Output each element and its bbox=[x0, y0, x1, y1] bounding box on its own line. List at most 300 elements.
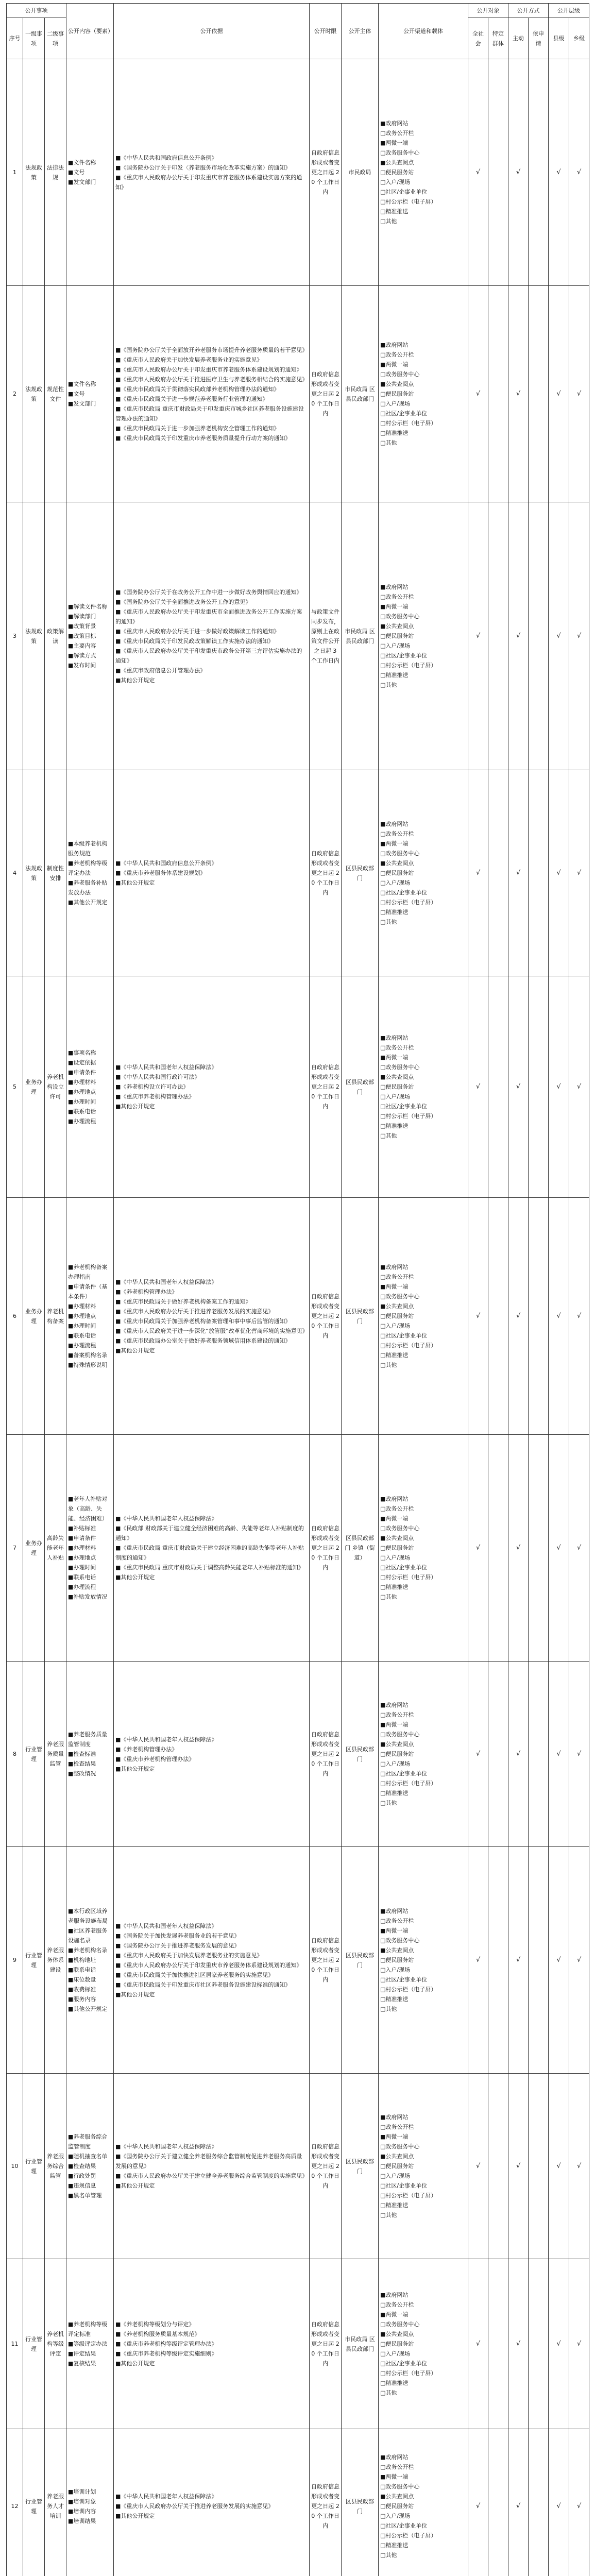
content-line: ■整改情况 bbox=[68, 1770, 96, 1777]
mark-cell: √ bbox=[508, 502, 529, 770]
channel-cell bbox=[379, 1662, 468, 1847]
channel-line: ■政府网站 bbox=[380, 342, 409, 348]
channel-line: □政务服务中心 bbox=[380, 613, 420, 620]
table-row bbox=[7, 286, 589, 502]
mark-cell: √ bbox=[569, 59, 589, 286]
time-cell: 自政府信息形成或者变更之日起 20 个工作日内 bbox=[310, 2259, 342, 2429]
channel-line: □社区/企事业单位 bbox=[380, 1770, 428, 1777]
header-object: 公开对象 bbox=[468, 4, 508, 18]
channel-cell bbox=[379, 286, 468, 502]
channel-line: □社区/企事业单位 bbox=[380, 1976, 428, 1983]
header-method: 公开方式 bbox=[508, 4, 549, 18]
mark-cell bbox=[488, 286, 508, 502]
basis-line: ■《重庆市养老机构等级评定实施细则》 bbox=[115, 2350, 217, 2357]
second-item-cell: 养老服务人才培训 bbox=[45, 2429, 66, 2576]
basis-line: ■《重庆市人民政府办公厅关于印发重庆市政务公开第三方评估实施办法的通知》 bbox=[115, 647, 302, 664]
mark-cell bbox=[488, 2074, 508, 2259]
header-apply: 依申请 bbox=[529, 18, 549, 59]
subject-cell: 区县民政部门 bbox=[342, 2429, 379, 2576]
channel-cell bbox=[379, 2429, 468, 2576]
channel-line: □社区/企事业单位 bbox=[380, 652, 428, 659]
channel-line: □社区/企事业单位 bbox=[380, 1332, 428, 1339]
seq-cell: 9 bbox=[7, 1847, 23, 2074]
channel-line: ■公共查阅点 bbox=[380, 2331, 414, 2337]
content-cell bbox=[66, 1662, 114, 1847]
table-body bbox=[7, 59, 589, 2576]
content-cell bbox=[66, 2429, 114, 2576]
content-line: ■违规信息 bbox=[68, 2182, 96, 2189]
basis-line: ■《重庆市民政局关于印发重庆市社区养老服务设施建设标准的通知》 bbox=[115, 1981, 291, 1988]
basis-line: ■《重庆市人民政府办公厅关于推进养老服务发展的实施意见》 bbox=[115, 2503, 274, 2510]
mark-cell: √ bbox=[468, 2259, 488, 2429]
channel-line: □便民服务站 bbox=[380, 870, 414, 876]
mark-cell bbox=[488, 59, 508, 286]
subject-cell: 区县民政部门 bbox=[342, 2074, 379, 2259]
channel-line: □便民服务站 bbox=[380, 2163, 414, 2170]
channel-line: □政务公开栏 bbox=[380, 2124, 414, 2130]
mark-cell bbox=[488, 1435, 508, 1662]
content-cell bbox=[66, 1198, 114, 1435]
subject-cell: 区县民政部门 bbox=[342, 976, 379, 1198]
basis-line: ■《中华人民共和国政府信息公开条例》 bbox=[115, 154, 217, 161]
mark-cell bbox=[488, 770, 508, 976]
mark-cell bbox=[529, 770, 549, 976]
mark-cell bbox=[529, 1847, 549, 2074]
channel-line: □政务公开栏 bbox=[380, 1505, 414, 1512]
mark-cell: √ bbox=[549, 976, 569, 1198]
channel-line: ■政府网站 bbox=[380, 2292, 409, 2298]
header-county: 县级 bbox=[549, 18, 569, 59]
second-item-cell: 养老服务体系建设 bbox=[45, 1847, 66, 2074]
content-line: ■培训对象 bbox=[68, 2498, 96, 2505]
basis-line: ■《重庆市养老机构管理办法》 bbox=[115, 1093, 195, 1100]
channel-line: □其他 bbox=[380, 1594, 397, 1600]
subject-cell: 市民政局 bbox=[342, 59, 379, 286]
content-line: ■文号 bbox=[68, 169, 85, 176]
mark-cell: √ bbox=[468, 59, 488, 286]
mark-cell: √ bbox=[569, 1847, 589, 2074]
basis-line: ■其他公开规定 bbox=[115, 2360, 155, 2367]
channel-line: □入户/现场 bbox=[380, 2350, 411, 2357]
channel-line: □便民服务站 bbox=[380, 1313, 414, 1319]
content-line: ■复核结果 bbox=[68, 2360, 96, 2367]
basis-line: ■《重庆市人民政府关于加快发展养老服务业的实施意见》 bbox=[115, 1952, 263, 1959]
content-line: ■设定依据 bbox=[68, 1059, 96, 1066]
channel-line: □入户/现场 bbox=[380, 642, 411, 649]
basis-line: ■其他公开规定 bbox=[115, 1574, 155, 1581]
mark-cell bbox=[529, 286, 549, 502]
seq-cell: 11 bbox=[7, 2259, 23, 2429]
mark-cell: √ bbox=[468, 1435, 488, 1662]
basis-line: ■《重庆市人民政府办公厅关于建立健全养老服务综合监管制度的实施意见》 bbox=[115, 2173, 308, 2179]
channel-line: □社区/企事业单位 bbox=[380, 189, 428, 195]
channel-line: □社区/企事业单位 bbox=[380, 2360, 428, 2367]
content-line: ■政策背景 bbox=[68, 623, 96, 630]
seq-cell: 12 bbox=[7, 2429, 23, 2576]
channel-cell bbox=[379, 2259, 468, 2429]
channel-line: □政务服务中心 bbox=[380, 1064, 420, 1071]
header-specific: 特定群体 bbox=[488, 18, 508, 59]
first-item-cell: 行业管理 bbox=[23, 2259, 45, 2429]
content-line: ■培训计划 bbox=[68, 2488, 96, 2495]
content-line: ■办理流程 bbox=[68, 1342, 96, 1349]
basis-line: ■《中华人民共和国老年人权益保障法》 bbox=[115, 1278, 217, 1285]
mark-cell: √ bbox=[508, 2429, 529, 2576]
content-line: ■办理时间 bbox=[68, 1564, 96, 1571]
channel-line: □政务服务中心 bbox=[380, 1293, 420, 1300]
mark-cell: √ bbox=[549, 1435, 569, 1662]
content-line: ■检查结果 bbox=[68, 1760, 96, 1767]
content-line: ■养老机构等级评定办法 bbox=[68, 860, 108, 876]
channel-line: □村公示栏（电子屏） bbox=[380, 2370, 437, 2377]
channel-line: ■政府网站 bbox=[380, 1702, 409, 1708]
channel-line: □社区/企事业单位 bbox=[380, 1564, 428, 1571]
content-line: ■收费标准 bbox=[68, 1986, 96, 1993]
seq-cell: 4 bbox=[7, 770, 23, 976]
first-item-cell: 法规政策 bbox=[23, 59, 45, 286]
mark-cell: √ bbox=[468, 502, 488, 770]
mark-cell bbox=[488, 2429, 508, 2576]
disclosure-standard-table bbox=[6, 3, 589, 2576]
channel-line: □政务公开栏 bbox=[380, 130, 414, 137]
basis-line: ■其他公开规定 bbox=[115, 1765, 155, 1772]
channel-line: □便民服务站 bbox=[380, 169, 414, 176]
channel-line: □入户/现场 bbox=[380, 1967, 411, 1973]
mark-cell: √ bbox=[569, 1662, 589, 1847]
basis-line: ■《中华人民共和国老年人权益保障法》 bbox=[115, 2143, 217, 2150]
basis-cell bbox=[114, 2259, 310, 2429]
mark-cell: √ bbox=[508, 1435, 529, 1662]
content-line: ■黑名单管理 bbox=[68, 2192, 102, 2199]
channel-line: □入户/现场 bbox=[380, 1093, 411, 1100]
basis-line: ■其他公开规定 bbox=[115, 1103, 155, 1110]
basis-cell bbox=[114, 1662, 310, 1847]
mark-cell bbox=[529, 2259, 549, 2429]
mark-cell: √ bbox=[569, 1435, 589, 1662]
table-row bbox=[7, 976, 589, 1198]
content-line: ■文号 bbox=[68, 391, 85, 397]
channel-line: ■公共查阅点 bbox=[380, 623, 414, 630]
channel-line: □政务公开栏 bbox=[380, 2464, 414, 2470]
content-line: ■办理材料 bbox=[68, 1078, 96, 1086]
channel-line: □社区/企事业单位 bbox=[380, 2522, 428, 2529]
content-line: ■养老服务综合监管制度 bbox=[68, 2133, 108, 2150]
mark-cell: √ bbox=[569, 502, 589, 770]
mark-cell: √ bbox=[569, 2259, 589, 2429]
channel-line: ■政府网站 bbox=[380, 584, 409, 590]
subject-cell: 市民政局 区县民政部门 bbox=[342, 286, 379, 502]
channel-line: □村公示栏（电子屏） bbox=[380, 899, 437, 906]
second-item-cell: 法律法规 bbox=[45, 59, 66, 286]
channel-line: □精准推送 bbox=[380, 208, 409, 215]
basis-line: ■《重庆市民政局关于做好养老机构备案工作的通知》 bbox=[115, 1298, 251, 1305]
content-line: ■养老服务质量监管制度 bbox=[68, 1731, 108, 1748]
header-second: 二级事项 bbox=[45, 18, 66, 59]
channel-line: □政务公开栏 bbox=[380, 1711, 414, 1718]
mark-cell: √ bbox=[508, 59, 529, 286]
mark-cell: √ bbox=[508, 2259, 529, 2429]
channel-line: □入户/现场 bbox=[380, 1554, 411, 1561]
channel-line: □便民服务站 bbox=[380, 2503, 414, 2510]
mark-cell: √ bbox=[468, 1662, 488, 1847]
subject-cell: 市民政局 区县民政部门 bbox=[342, 2259, 379, 2429]
channel-line: □精准推送 bbox=[380, 672, 409, 679]
content-line: ■等级评定办法 bbox=[68, 2341, 108, 2347]
basis-line: ■《中华人民共和国老年人权益保障法》 bbox=[115, 1922, 217, 1929]
channel-line: ■政府网站 bbox=[380, 1035, 409, 1041]
content-line: ■申请条件 bbox=[68, 1535, 96, 1541]
basis-line: ■其他公开规定 bbox=[115, 879, 155, 886]
channel-line: □其他 bbox=[380, 2212, 397, 2218]
content-line: ■办理时间 bbox=[68, 1098, 96, 1105]
channel-line: ■两微一端 bbox=[380, 1721, 409, 1728]
channel-line: ■公共查阅点 bbox=[380, 860, 414, 867]
basis-cell bbox=[114, 1198, 310, 1435]
content-cell bbox=[66, 770, 114, 976]
mark-cell bbox=[529, 2429, 549, 2576]
mark-cell bbox=[488, 1847, 508, 2074]
mark-cell: √ bbox=[549, 1198, 569, 1435]
channel-line: □政务公开栏 bbox=[380, 2301, 414, 2308]
content-line: ■本行政区域养老服务设施布局 bbox=[68, 1908, 108, 1924]
header-basis: 公开依据 bbox=[114, 4, 310, 59]
channel-line: □政务服务中心 bbox=[380, 1525, 420, 1532]
first-item-cell: 行业管理 bbox=[23, 2429, 45, 2576]
content-line: ■培训内容 bbox=[68, 2507, 96, 2515]
table-row bbox=[7, 502, 589, 770]
first-item-cell: 法规政策 bbox=[23, 502, 45, 770]
basis-line: ■《重庆市人民政府办公厅关于推进养老服务发展的实施意见》 bbox=[115, 1308, 274, 1315]
basis-line: ■其他公开规定 bbox=[115, 1991, 155, 1998]
time-cell: 自政府信息形成或者变更之日起 20 个工作日内 bbox=[310, 1847, 342, 2074]
first-item-cell: 业务办理 bbox=[23, 1198, 45, 1435]
subject-cell: 区县民政部门 bbox=[342, 1198, 379, 1435]
channel-line: □其他 bbox=[380, 218, 397, 225]
content-line: ■申请条件（基本条件） bbox=[68, 1283, 108, 1300]
content-line: ■主要内容 bbox=[68, 642, 96, 649]
content-line: ■联系电话 bbox=[68, 1108, 96, 1115]
basis-line: ■《重庆市民政局关于加强养老机构备案管理和事中事后监管的通知》 bbox=[115, 1317, 291, 1325]
channel-line: □精准推送 bbox=[380, 2202, 409, 2209]
channel-line: ■公共查阅点 bbox=[380, 1074, 414, 1080]
basis-line: ■《中华人民共和国行政许可法》 bbox=[115, 1074, 200, 1080]
mark-cell: √ bbox=[468, 1198, 488, 1435]
content-line: ■评定结果 bbox=[68, 2350, 96, 2357]
channel-cell bbox=[379, 2074, 468, 2259]
subject-cell: 市民政局 区县民政部门 bbox=[342, 502, 379, 770]
basis-line: ■《养老机构服务质量基本规范》 bbox=[115, 2331, 200, 2337]
mark-cell: √ bbox=[508, 286, 529, 502]
mark-cell: √ bbox=[468, 770, 488, 976]
basis-line: ■《重庆市民政局关于进一步加强养老机构安全管理工作的通知》 bbox=[115, 425, 280, 432]
table-row bbox=[7, 1662, 589, 1847]
channel-line: □村公示栏（电子屏） bbox=[380, 1574, 437, 1581]
basis-line: ■《重庆市人民政府关于加快发展养老服务业的实施意见》 bbox=[115, 356, 263, 363]
table-row bbox=[7, 1435, 589, 1662]
first-item-cell: 法规政策 bbox=[23, 770, 45, 976]
first-item-cell: 行业管理 bbox=[23, 1662, 45, 1847]
content-line: ■补贴发放情况 bbox=[68, 1594, 108, 1600]
content-line: ■其他公开规定 bbox=[68, 899, 108, 906]
subject-cell: 区县民政部门 乡镇（街道） bbox=[342, 1435, 379, 1662]
mark-cell bbox=[488, 1662, 508, 1847]
basis-line: ■《国务院关于加快发展养老服务业的若干意见》 bbox=[115, 1932, 240, 1939]
channel-line: ■政府网站 bbox=[380, 2114, 409, 2121]
content-line: ■养老机构等级评定标准 bbox=[68, 2321, 108, 2337]
content-line: ■行政处罚 bbox=[68, 2173, 96, 2179]
mark-cell: √ bbox=[569, 1198, 589, 1435]
mark-cell bbox=[529, 1435, 549, 1662]
basis-cell bbox=[114, 59, 310, 286]
basis-line: ■《民政部 财政部关于建立健全经济困难的高龄、失能等老年人补贴制度的通知》 bbox=[115, 1525, 304, 1541]
content-line: ■检查标准 bbox=[68, 1751, 96, 1757]
basis-line: ■《重庆市人民政府办公厅关于印发重庆市养老服务体系建设规划的通知》 bbox=[115, 366, 302, 373]
seq-cell: 10 bbox=[7, 2074, 23, 2259]
table-row bbox=[7, 1847, 589, 2074]
basis-line: ■《重庆市养老服务体系建设规划》 bbox=[115, 870, 206, 876]
content-line: ■解读部门 bbox=[68, 613, 96, 620]
basis-cell bbox=[114, 770, 310, 976]
content-cell bbox=[66, 2074, 114, 2259]
channel-line: □村公示栏（电子屏） bbox=[380, 1780, 437, 1787]
channel-line: □便民服务站 bbox=[380, 1751, 414, 1757]
seq-cell: 2 bbox=[7, 286, 23, 502]
basis-cell bbox=[114, 286, 310, 502]
channel-line: □其他 bbox=[380, 2552, 397, 2558]
channel-line: □便民服务站 bbox=[380, 2341, 414, 2347]
time-cell: 自政府信息形成或者变更之日起 20 个工作日内 bbox=[310, 1198, 342, 1435]
header-level: 公开层级 bbox=[549, 4, 589, 18]
channel-line: □政务服务中心 bbox=[380, 1731, 420, 1738]
basis-line: ■其他公开规定 bbox=[115, 1347, 155, 1354]
channel-cell bbox=[379, 1198, 468, 1435]
mark-cell: √ bbox=[549, 1847, 569, 2074]
mark-cell bbox=[529, 2074, 549, 2259]
channel-line: □精准推送 bbox=[380, 430, 409, 436]
content-cell bbox=[66, 286, 114, 502]
channel-line: □入户/现场 bbox=[380, 400, 411, 407]
mark-cell: √ bbox=[508, 2074, 529, 2259]
table-row bbox=[7, 2259, 589, 2429]
basis-line: ■《重庆市民政局 重庆市财政局关于调整高龄失能老年人补贴标准的通知》 bbox=[115, 1564, 304, 1571]
channel-line: □其他 bbox=[380, 919, 397, 925]
content-line: ■办理时间 bbox=[68, 1323, 96, 1329]
time-cell: 自政府信息形成或者变更之日起 20 个工作日内 bbox=[310, 1662, 342, 1847]
channel-line: ■两微一端 bbox=[380, 1054, 409, 1061]
content-line: ■解读方式 bbox=[68, 652, 96, 659]
channel-line: □精准推送 bbox=[380, 1584, 409, 1590]
mark-cell: √ bbox=[549, 1662, 569, 1847]
seq-cell: 1 bbox=[7, 59, 23, 286]
channel-cell bbox=[379, 502, 468, 770]
content-line: ■解读文件名称 bbox=[68, 603, 108, 610]
content-line: ■政策目标 bbox=[68, 633, 96, 639]
first-item-cell: 行业管理 bbox=[23, 2074, 45, 2259]
mark-cell bbox=[529, 1662, 549, 1847]
header-time: 公开时限 bbox=[310, 4, 342, 59]
basis-line: ■《重庆市民政局关于印发重庆市养老服务质量提升行动方案的通知》 bbox=[115, 434, 291, 442]
mark-cell: √ bbox=[549, 286, 569, 502]
channel-line: □政务服务中心 bbox=[380, 2321, 420, 2328]
second-item-cell: 养老机构备案 bbox=[45, 1198, 66, 1435]
basis-line: ■《养老机构管理办法》 bbox=[115, 1745, 178, 1753]
channel-line: □政务服务中心 bbox=[380, 149, 420, 156]
channel-line: ■两微一端 bbox=[380, 1283, 409, 1290]
basis-line: ■《重庆市民政局 重庆市财政局关于建立经济困难的高龄失能等老年人补贴制度的通知》 bbox=[115, 1545, 304, 1561]
channel-line: ■两微一端 bbox=[380, 1927, 409, 1934]
channel-line: □政务公开栏 bbox=[380, 831, 414, 837]
channel-line: ■公共查阅点 bbox=[380, 381, 414, 387]
subject-cell: 区县民政部门 bbox=[342, 770, 379, 976]
content-line: ■事项名称 bbox=[68, 1049, 96, 1056]
channel-line: ■公共查阅点 bbox=[380, 1303, 414, 1310]
seq-cell: 3 bbox=[7, 502, 23, 770]
mark-cell bbox=[529, 976, 549, 1198]
channel-line: □其他 bbox=[380, 2006, 397, 2012]
basis-line: ■《国务院办公厅关于全面放开养老服务市场提升养老服务质量的若干意见》 bbox=[115, 346, 308, 353]
channel-line: □其他 bbox=[380, 682, 397, 688]
channel-line: □入户/现场 bbox=[380, 2513, 411, 2519]
mark-cell: √ bbox=[468, 2429, 488, 2576]
basis-line: ■《重庆市人民政府办公厅关于进一步做好政策解读工作的通知》 bbox=[115, 628, 280, 635]
mark-cell bbox=[488, 2259, 508, 2429]
channel-line: ■两微一端 bbox=[380, 361, 409, 368]
mark-cell: √ bbox=[569, 2074, 589, 2259]
channel-line: □社区/企事业单位 bbox=[380, 889, 428, 896]
channel-line: □精准推送 bbox=[380, 1123, 409, 1129]
time-cell: 自政府信息形成或者变更之日起 20 个工作日内 bbox=[310, 2074, 342, 2259]
content-line: ■联系电话 bbox=[68, 1967, 96, 1973]
channel-line: ■政府网站 bbox=[380, 1264, 409, 1270]
mark-cell: √ bbox=[549, 2259, 569, 2429]
basis-line: ■《重庆市民政局关于进一步规范养老服务行业管理的通知》 bbox=[115, 395, 268, 402]
channel-line: □村公示栏（电子屏） bbox=[380, 1342, 437, 1349]
channel-line: □政务服务中心 bbox=[380, 850, 420, 857]
second-item-cell: 高龄失能老年人补贴 bbox=[45, 1435, 66, 1662]
mark-cell: √ bbox=[508, 976, 529, 1198]
content-line: ■发布时间 bbox=[68, 662, 96, 669]
channel-line: ■公共查阅点 bbox=[380, 1535, 414, 1541]
time-cell: 自政府信息形成或者变更之日起 20 个工作日内 bbox=[310, 770, 342, 976]
channel-line: □政务公开栏 bbox=[380, 1918, 414, 1924]
basis-cell bbox=[114, 1435, 310, 1662]
basis-line: ■其他公开规定 bbox=[115, 676, 155, 684]
header-seq: 序号 bbox=[7, 18, 23, 59]
basis-line: ■《国务院办公厅关于建立健全养老服务综合监管制度促进养老服务高质量发展的意见》 bbox=[115, 2153, 302, 2170]
basis-line: ■《国务院办公厅关于全面推进政务公开工作的意见》 bbox=[115, 598, 251, 605]
mark-cell: √ bbox=[508, 1198, 529, 1435]
time-cell: 自政府信息形成或者变更之日起 20 个工作日内 bbox=[310, 59, 342, 286]
channel-line: □其他 bbox=[380, 1362, 397, 1368]
table-row bbox=[7, 2429, 589, 2576]
table-row bbox=[7, 59, 589, 286]
basis-cell bbox=[114, 2074, 310, 2259]
channel-line: □社区/企事业单位 bbox=[380, 1103, 428, 1110]
channel-line: □社区/企事业单位 bbox=[380, 410, 428, 417]
basis-line: ■其他公开规定 bbox=[115, 2182, 155, 2189]
channel-line: □政务公开栏 bbox=[380, 1274, 414, 1280]
basis-cell bbox=[114, 1847, 310, 2074]
basis-line: ■《重庆市养老机构管理办法》 bbox=[115, 1755, 195, 1762]
channel-line: ■政府网站 bbox=[380, 1496, 409, 1502]
channel-line: □政务服务中心 bbox=[380, 2143, 420, 2150]
seq-cell: 7 bbox=[7, 1435, 23, 1662]
channel-line: □政务服务中心 bbox=[380, 1937, 420, 1944]
header-subject: 公开主体 bbox=[342, 4, 379, 59]
table-row bbox=[7, 1198, 589, 1435]
basis-line: ■《重庆市人民政府关于进一步深化“放管服”改革优化营商环境的实施意见》 bbox=[115, 1327, 308, 1334]
channel-line: ■两微一端 bbox=[380, 1515, 409, 1522]
